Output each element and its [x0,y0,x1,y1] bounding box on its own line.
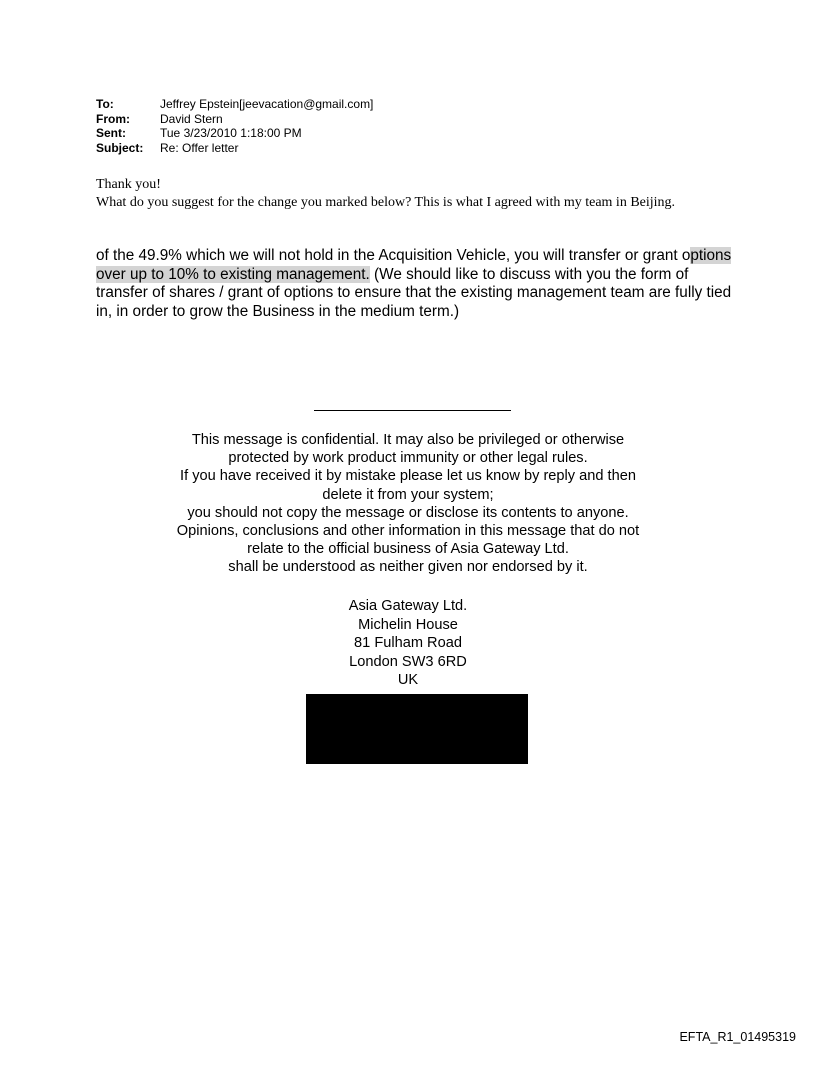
reply-line-1: Thank you! [96,177,161,192]
subject-label: Subject: [96,140,144,155]
from-label: From: [96,111,130,126]
quoted-text [96,247,736,321]
redaction-box [306,694,528,764]
header-from-row [96,112,373,127]
disclaimer-line: you should not copy the message or disclose its contents to anyone. [187,504,629,521]
signature-divider [314,410,511,411]
sent-label: Sent: [96,126,126,140]
disclaimer-line: protected by work product immunity or other legal rules. [228,450,588,467]
header-sent-row [96,126,373,141]
reply-body [96,176,716,211]
email-header [96,97,373,155]
subject-value: Re: Offer letter [160,140,239,155]
sent-value: Tue 3/23/2010 1:18:00 PM [160,126,302,140]
address-line: London SW3 6RD [349,653,467,670]
disclaimer-line: delete it from your system; [322,486,494,503]
address-line: 81 Fulham Road [354,635,462,652]
disclaimer-line: relate to the official business of Asia Gateway Ltd. [247,541,569,558]
from-value: David Stern [160,111,223,126]
quoted-highlight: ptions over up to 10% to existing management. [96,247,732,283]
address-line: Asia Gateway Ltd. [348,598,468,614]
header-to-row [96,97,373,112]
reply-line-2: What do you suggest for the change you marked below? This is what I agreed with my team in Beijing. [96,194,676,210]
confidentiality-disclaimer [108,431,708,577]
disclaimer-line: This message is confidential. It may also be privileged or otherwise [191,432,625,448]
address-line: UK [397,672,419,689]
to-label: To: [96,97,114,111]
disclaimer-line: If you have received it by mistake please let us know by reply and then [180,468,636,485]
disclaimer-line: Opinions, conclusions and other information in this message that do not [176,523,640,540]
disclaimer-line: shall be understood as neither given nor endorsed by it. [228,559,588,576]
quoted-part-1: of the 49.9% which we will not hold in the Acquisition Vehicle, you will transfer or grant o [96,247,691,264]
address-line: Michelin House [358,616,458,633]
document-id: EFTA_R1_01495319 [679,1030,796,1044]
header-subject-row [96,141,373,156]
to-value: Jeffrey Epstein[jeevacation@gmail.com] [160,97,374,111]
quoted-part-2: (We should like to discuss with you the form of transfer of shares / grant of options to ensure that the existing management team are fully tied in, in order to grow the Business in the medium term.) [96,265,732,320]
company-address [258,597,558,690]
